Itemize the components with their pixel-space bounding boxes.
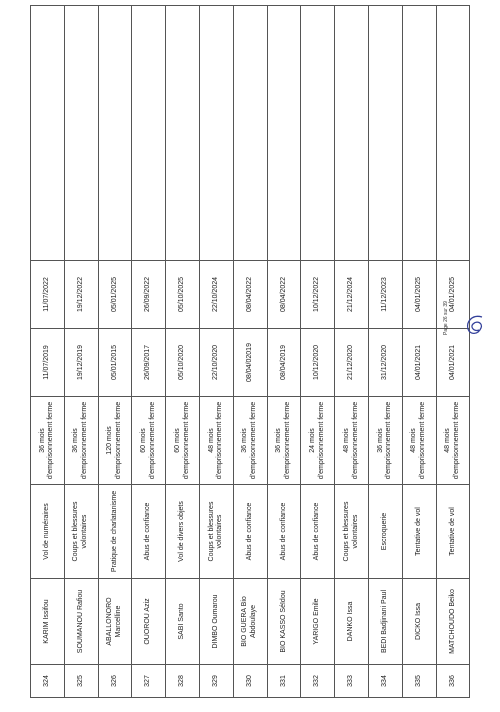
end-date-cell: 10/12/2022 (301, 261, 335, 329)
start-date-cell: 04/01/2021 (436, 329, 470, 397)
sentence-cell: 48 mois d'emprisonnement ferme (199, 397, 233, 485)
sentence-cell: 36 mois d'emprisonnement ferme (267, 397, 301, 485)
page-footer: Page 26 sur 39 (443, 301, 449, 335)
empty-cell (267, 6, 301, 261)
table-row (335, 6, 369, 698)
name-cell: KARIM Issifou (31, 579, 65, 665)
signature-mark (462, 312, 488, 338)
end-date-cell: 08/04/2022 (267, 261, 301, 329)
end-date-cell: 22/10/2024 (199, 261, 233, 329)
offense-cell: Abus de confiance (267, 485, 301, 579)
name-cell: ABALLONORO Marcelline (98, 579, 132, 665)
detainee-table (30, 5, 470, 698)
start-date-cell: 11/07/2019 (31, 329, 65, 397)
row-number-cell: 335 (402, 665, 436, 698)
end-date-cell: 04/01/2025 (436, 261, 470, 329)
empty-cell (335, 6, 369, 261)
table-row (166, 6, 200, 698)
empty-cell (166, 6, 200, 261)
start-date-cell: 22/10/2020 (199, 329, 233, 397)
name-cell: BEDI Badjinani Paul (368, 579, 402, 665)
end-date-cell: 21/12/2024 (335, 261, 369, 329)
end-date-cell: 05/01/2025 (98, 261, 132, 329)
row-number-cell: 324 (31, 665, 65, 698)
start-date-cell: 05/10/2020 (166, 329, 200, 397)
sentence-cell: 36 mois d'emprisonnement ferme (64, 397, 98, 485)
table-row (368, 6, 402, 698)
offense-cell: Escroquerie (368, 485, 402, 579)
offense-cell: Vol de divers objets (166, 485, 200, 579)
offense-cell: Abus de confiance (233, 485, 267, 579)
empty-cell (301, 6, 335, 261)
name-cell: BIO GUERA Bio Abdoulaye (233, 579, 267, 665)
end-date-cell: 08/04/2022 (233, 261, 267, 329)
offense-cell: Tentative de vol (436, 485, 470, 579)
rotated-table-container (30, 6, 470, 698)
row-number-cell: 336 (436, 665, 470, 698)
empty-cell (98, 6, 132, 261)
empty-cell (402, 6, 436, 261)
offense-cell: Abus de confiance (301, 485, 335, 579)
name-cell: DANKO Issa (335, 579, 369, 665)
row-number-cell: 327 (132, 665, 166, 698)
sentence-cell: 60 mois d'emprisonnement ferme (166, 397, 200, 485)
table-row (64, 6, 98, 698)
offense-cell: Vol de numéraires (31, 485, 65, 579)
sentence-cell: 36 mois d'emprisonnement ferme (368, 397, 402, 485)
name-cell: SABI Santo (166, 579, 200, 665)
sentence-cell: 48 mois d'emprisonnement ferme (335, 397, 369, 485)
sentence-cell: 36 mois d'emprisonnement ferme (233, 397, 267, 485)
table-row (301, 6, 335, 698)
row-number-cell: 331 (267, 665, 301, 698)
start-date-cell: 08/04/02019 (233, 329, 267, 397)
empty-cell (233, 6, 267, 261)
end-date-cell: 26/09/2022 (132, 261, 166, 329)
start-date-cell: 19/12/2019 (64, 329, 98, 397)
table-row (436, 6, 470, 698)
start-date-cell: 31/12/2020 (368, 329, 402, 397)
offense-cell: Abus de confiance (132, 485, 166, 579)
table-row (402, 6, 436, 698)
row-number-cell: 330 (233, 665, 267, 698)
sentence-cell: 48 mois d'emprisonnement ferme (436, 397, 470, 485)
table-row (98, 6, 132, 698)
offense-cell: Coups et blessures volontaires (199, 485, 233, 579)
start-date-cell: 10/12/2020 (301, 329, 335, 397)
empty-cell (436, 6, 470, 261)
offense-cell: Pratique de charlatanisme (98, 485, 132, 579)
end-date-cell: 04/01/2025 (402, 261, 436, 329)
table-row (233, 6, 267, 698)
name-cell: MATCHOUDO Beiko (436, 579, 470, 665)
offense-cell: Coups et blessures volontaires (335, 485, 369, 579)
start-date-cell: 05/01/2015 (98, 329, 132, 397)
row-number-cell: 334 (368, 665, 402, 698)
end-date-cell: 05/10/2025 (166, 261, 200, 329)
sentence-cell: 48 mois d'emprisonnement ferme (402, 397, 436, 485)
name-cell: YARIGO Emile (301, 579, 335, 665)
empty-cell (31, 6, 65, 261)
table-row (31, 6, 65, 698)
empty-cell (132, 6, 166, 261)
row-number-cell: 328 (166, 665, 200, 698)
table-row (267, 6, 301, 698)
start-date-cell: 04/01/2021 (402, 329, 436, 397)
row-number-cell: 329 (199, 665, 233, 698)
name-cell: BIO KASSO Séïdou (267, 579, 301, 665)
name-cell: DIMBO Oumarou (199, 579, 233, 665)
table-row (132, 6, 166, 698)
empty-cell (199, 6, 233, 261)
sentence-cell: 60 mois d'emprisonnement ferme (132, 397, 166, 485)
offense-cell: Tentative de vol (402, 485, 436, 579)
end-date-cell: 11/12/2023 (368, 261, 402, 329)
row-number-cell: 326 (98, 665, 132, 698)
name-cell: SOUMANOU Rafiou (64, 579, 98, 665)
table-body (31, 6, 470, 698)
row-number-cell: 332 (301, 665, 335, 698)
table-row (199, 6, 233, 698)
empty-cell (64, 6, 98, 261)
name-cell: DICKO Issa (402, 579, 436, 665)
sentence-cell: 36 mois d'emprisonnement ferme (31, 397, 65, 485)
row-number-cell: 333 (335, 665, 369, 698)
offense-cell: Coups et blessures volontaires (64, 485, 98, 579)
empty-cell (368, 6, 402, 261)
start-date-cell: 26/09/2017 (132, 329, 166, 397)
start-date-cell: 21/12/2020 (335, 329, 369, 397)
row-number-cell: 325 (64, 665, 98, 698)
name-cell: OUOROU Aziz (132, 579, 166, 665)
end-date-cell: 11/07/2022 (31, 261, 65, 329)
sentence-cell: 120 mois d'emprisonnement ferme (98, 397, 132, 485)
sentence-cell: 24 mois d'emprisonnement ferme (301, 397, 335, 485)
end-date-cell: 19/12/2022 (64, 261, 98, 329)
start-date-cell: 08/04/2019 (267, 329, 301, 397)
